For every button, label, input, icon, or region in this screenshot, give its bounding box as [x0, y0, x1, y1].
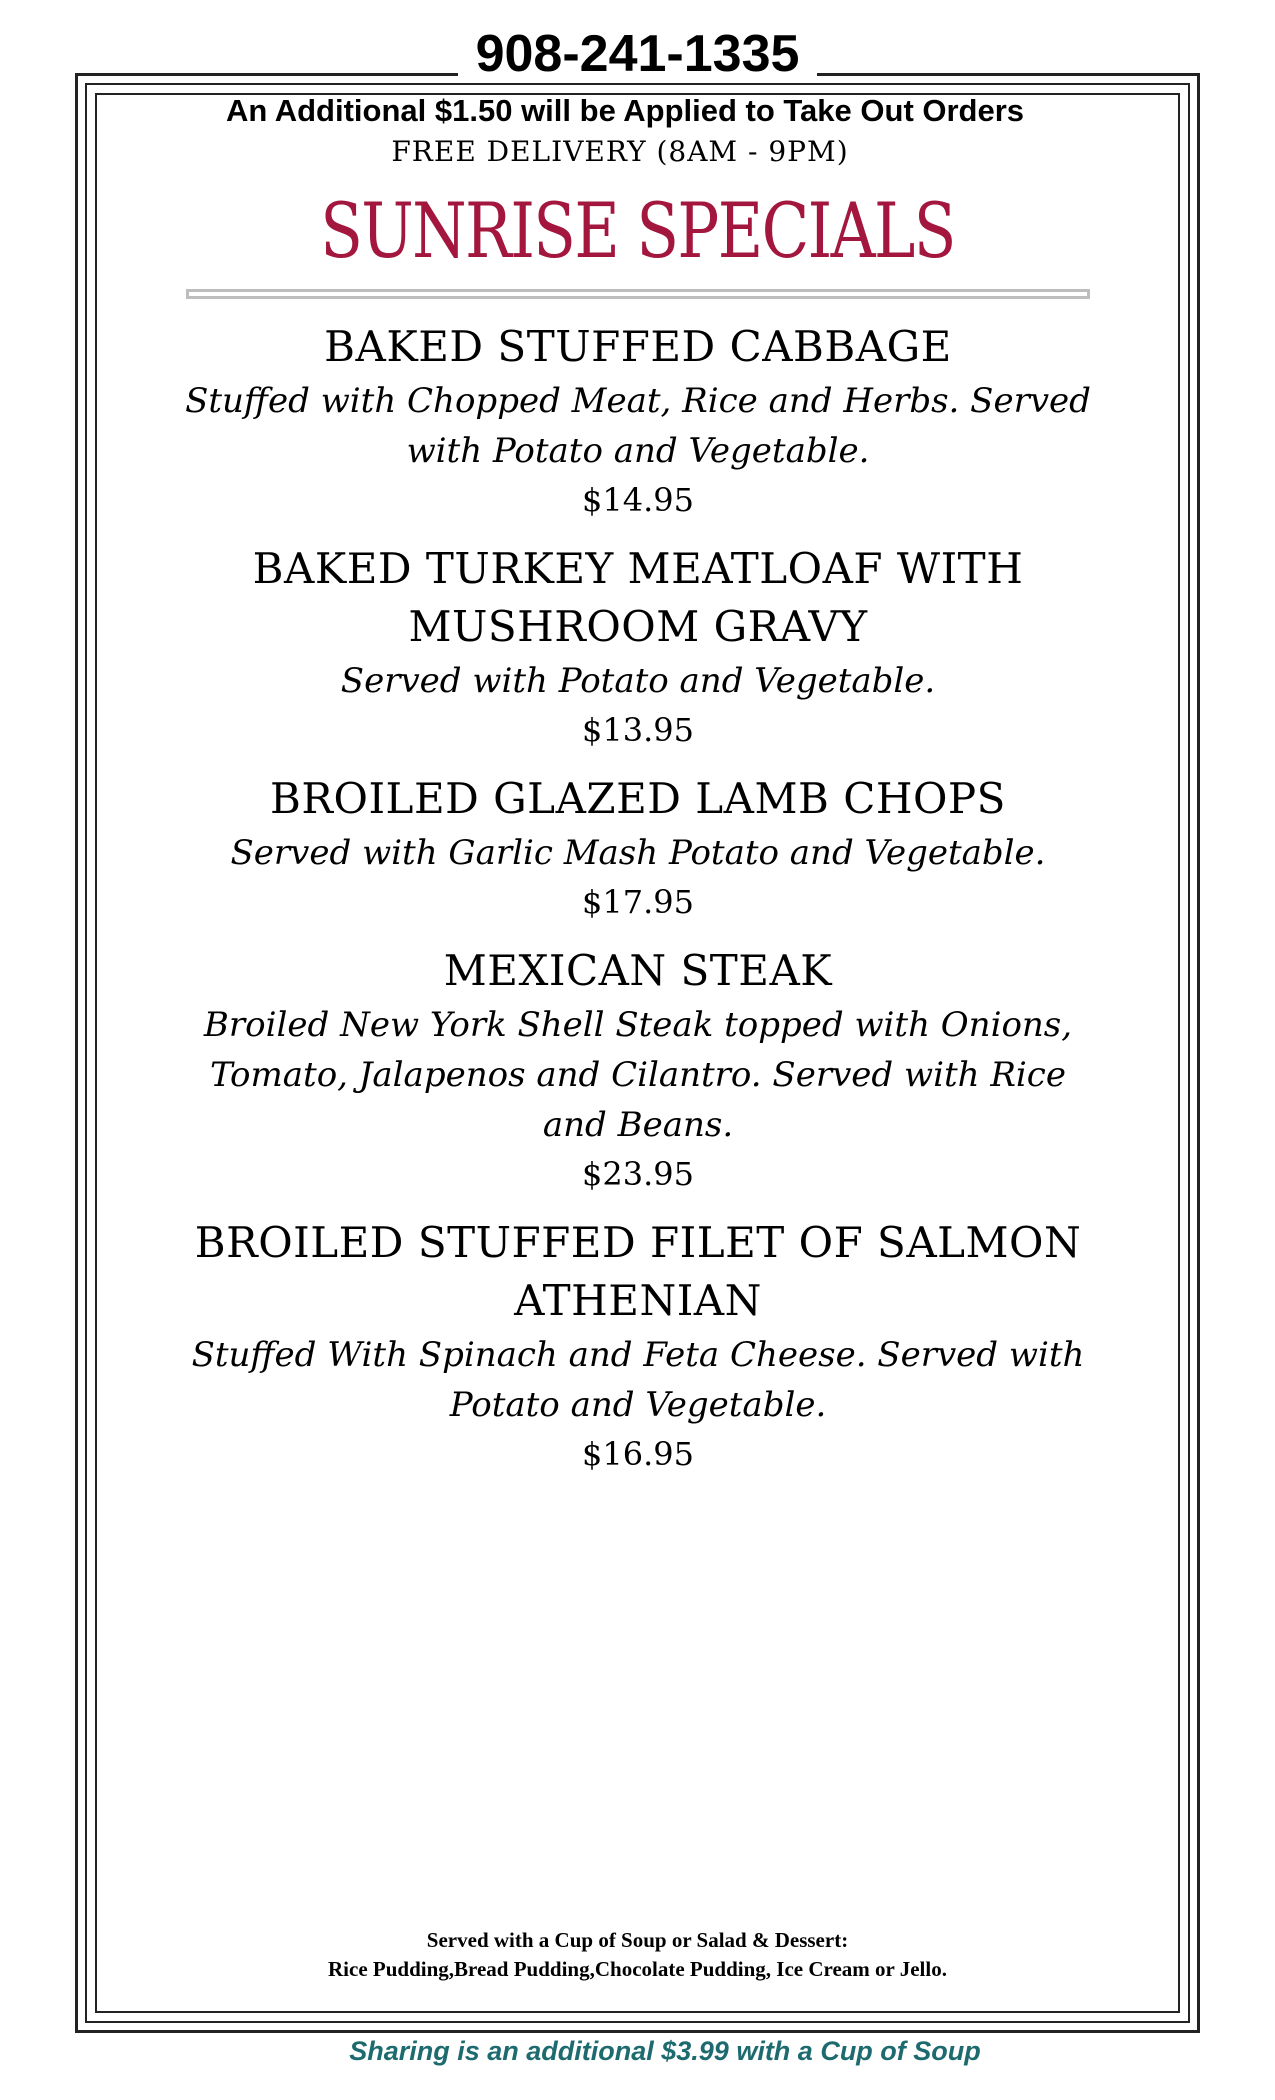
menu-item-description: Broiled New York Shell Steak topped with Onions, Tomato, Jalapenos and Cilantro. Served with Rice and Beans.	[203, 1005, 1073, 1145]
menu-item-name: MEXICAN STEAK	[443, 946, 833, 995]
takeout-fee-note: An Additional $1.50 will be Applied to Take Out Orders	[225, 93, 1025, 128]
menu-item-price: $14.95	[582, 481, 694, 519]
menu-item	[180, 1214, 1096, 1478]
menu-item-price: $16.95	[582, 1435, 694, 1473]
menu-item-name: BROILED STUFFED FILET OF SALMON ATHENIAN	[194, 1218, 1082, 1325]
menu-item-name: BAKED TURKEY MEATLOAF WITH MUSHROOM GRAVY	[252, 544, 1024, 651]
menu-item-price: $17.95	[582, 883, 694, 921]
menu-item	[180, 318, 1096, 524]
menu-item-name: BROILED GLAZED LAMB CHOPS	[270, 774, 1006, 823]
menu-item-price: $23.95	[582, 1155, 694, 1193]
menu-item-description: Stuffed with Chopped Meat, Rice and Herbs. Served with Potato and Vegetable.	[185, 381, 1091, 471]
title-divider	[186, 289, 1090, 299]
menu-item	[180, 770, 1096, 926]
menu-item-name: BAKED STUFFED CABBAGE	[324, 322, 952, 371]
menu-item-description: Served with Garlic Mash Potato and Vegetable.	[230, 833, 1046, 873]
served-with-line: Served with a Cup of Soup or Salad & Dessert:	[426, 1928, 849, 1952]
page-title: SUNRISE SPECIALS	[320, 186, 955, 275]
menu-item	[180, 540, 1096, 754]
menu-item	[180, 942, 1096, 1198]
dessert-options-line: Rice Pudding,Bread Pudding,Chocolate Pudding, Ice Cream or Jello.	[328, 1957, 947, 1981]
specials-list	[180, 318, 1096, 1494]
free-delivery-note: FREE DELIVERY (8AM - 9PM)	[391, 135, 849, 168]
served-with-note	[0, 1926, 1275, 1984]
phone-number-text: 908-241-1335	[458, 25, 818, 83]
menu-item-description: Stuffed With Spinach and Feta Cheese. Served with Potato and Vegetable.	[191, 1335, 1085, 1425]
phone-number	[0, 24, 1275, 84]
menu-item-price: $13.95	[582, 711, 694, 749]
menu-item-description: Served with Potato and Vegetable.	[340, 661, 936, 701]
sharing-fee-note: Sharing is an additional $3.99 with a Cup of Soup	[349, 2036, 981, 2066]
